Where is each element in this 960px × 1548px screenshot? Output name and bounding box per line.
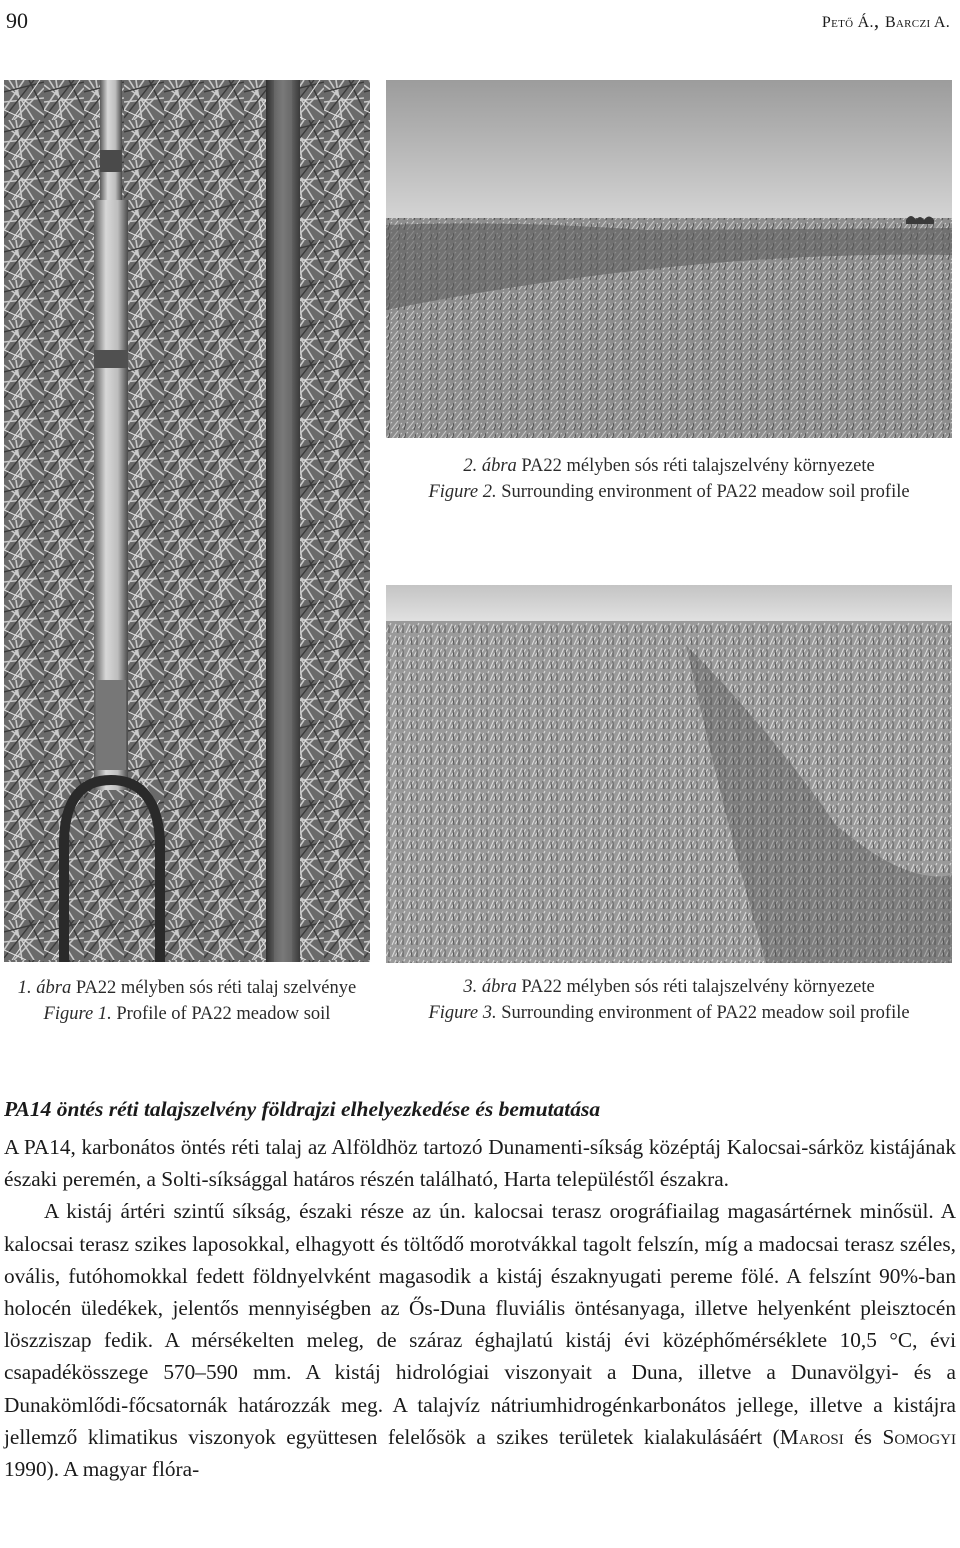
running-header-authors xyxy=(822,8,950,33)
page-number: 90 xyxy=(6,8,28,33)
landscape-image-2 xyxy=(386,585,952,963)
figure-1-label-en: Figure 1. xyxy=(43,1004,112,1024)
figure-3-label-en: Figure 3. xyxy=(428,1003,497,1023)
soil-probe-image xyxy=(4,80,370,962)
figure-1-soil-profile-photo xyxy=(4,80,370,962)
figure-2-caption-en xyxy=(386,479,952,505)
figure-1-caption xyxy=(4,975,370,1027)
figure-1-text-en: Profile of PA22 meadow soil xyxy=(111,1004,331,1024)
figure-3-text-hu: PA22 mélyben sós réti talajszelvény környezete xyxy=(516,977,875,997)
paragraph-2-main: A kistáj ártéri szintű síkság, északi része az ún. kalocsai terasz orográfiailag magasártérnek minősül. A kalocsai terasz szikes laposokkal, elhagyott és töltődő morotvákkal tagolt felszín, míg a madocsai terasz széles, ovális, futóhomokkal fedett földnyelvként magasodik a kistáj északnyugati pereme fölé. A felszínt 90%-ban holocén üledékek, jelentős mennyiségben az Ős-Duna fluviális öntésanyaga, illetve helyenként pleisztocén löszziszap fedik. A mérsékelten meleg, de száraz éghajlatú kistáj évi középhőmérséklete 10,5 °C, évi csapadékösszege 570–590 mm. A kistáj hidrológiai viszonyait a Duna, illetve a Dunavölgyi- és a Dunakömlődi-főcsatornák határozzák meg. A talajvíz nátriumhidrogénkarbonátos jellege, illetve a kistájra jellemző klimatikus viszonyok együttesen felelősök a szikes területek kialakulásáért ( xyxy=(4,1199,956,1449)
landscape-image-1 xyxy=(386,80,952,438)
figure-2-label-en: Figure 2. xyxy=(428,482,497,502)
figure-3-caption xyxy=(386,974,952,1026)
author-2: Barczi A. xyxy=(884,14,950,31)
figure-2-caption xyxy=(386,453,952,505)
citation-and: és xyxy=(843,1424,883,1449)
author-1: Pető Á. xyxy=(821,14,874,31)
figure-3-text-en: Surrounding environment of PA22 meadow soil profile xyxy=(496,1003,910,1023)
figure-1-text-hu: PA22 mélyben sós réti talaj szelvénye xyxy=(71,978,357,998)
figure-2-label-hu: 2. ábra xyxy=(463,456,517,476)
figure-2-text-hu: PA22 mélyben sós réti talajszelvény környezete xyxy=(516,456,875,476)
author-separator: , xyxy=(873,8,885,32)
figure-2-text-en: Surrounding environment of PA22 meadow soil profile xyxy=(496,482,910,502)
figure-3-landscape-photo xyxy=(386,585,952,963)
figure-3-caption-hu xyxy=(386,974,952,1000)
figure-3-label-hu: 3. ábra xyxy=(463,977,517,997)
figure-1-label-hu: 1. ábra xyxy=(17,978,72,998)
section-title: PA14 öntés réti talajszelvény földrajzi elhelyezkedése és bemutatása xyxy=(4,1097,601,1121)
body-text xyxy=(4,1131,956,1485)
figure-2-caption-hu xyxy=(386,453,952,479)
paragraph-2 xyxy=(4,1195,956,1485)
figure-2-landscape-photo xyxy=(386,80,952,438)
figure-1-caption-en xyxy=(4,1001,370,1027)
figure-1-caption-hu xyxy=(4,975,370,1001)
citation-author-2: Somogyi xyxy=(882,1424,956,1449)
citation-author-1: Marosi xyxy=(779,1424,844,1449)
paragraph-2-end: . A magyar flóra- xyxy=(53,1457,200,1482)
figure-3-caption-en xyxy=(386,1000,952,1026)
citation-year: 1990) xyxy=(4,1457,54,1482)
paragraph-1: A PA14, karbonátos öntés réti talaj az Alföldhöz tartozó Dunamenti-síkság középtáj Kalocsai-sárköz kistájának északi peremén, a Solti-síksággal határos részén található, Harta településtől északra. xyxy=(4,1135,956,1192)
